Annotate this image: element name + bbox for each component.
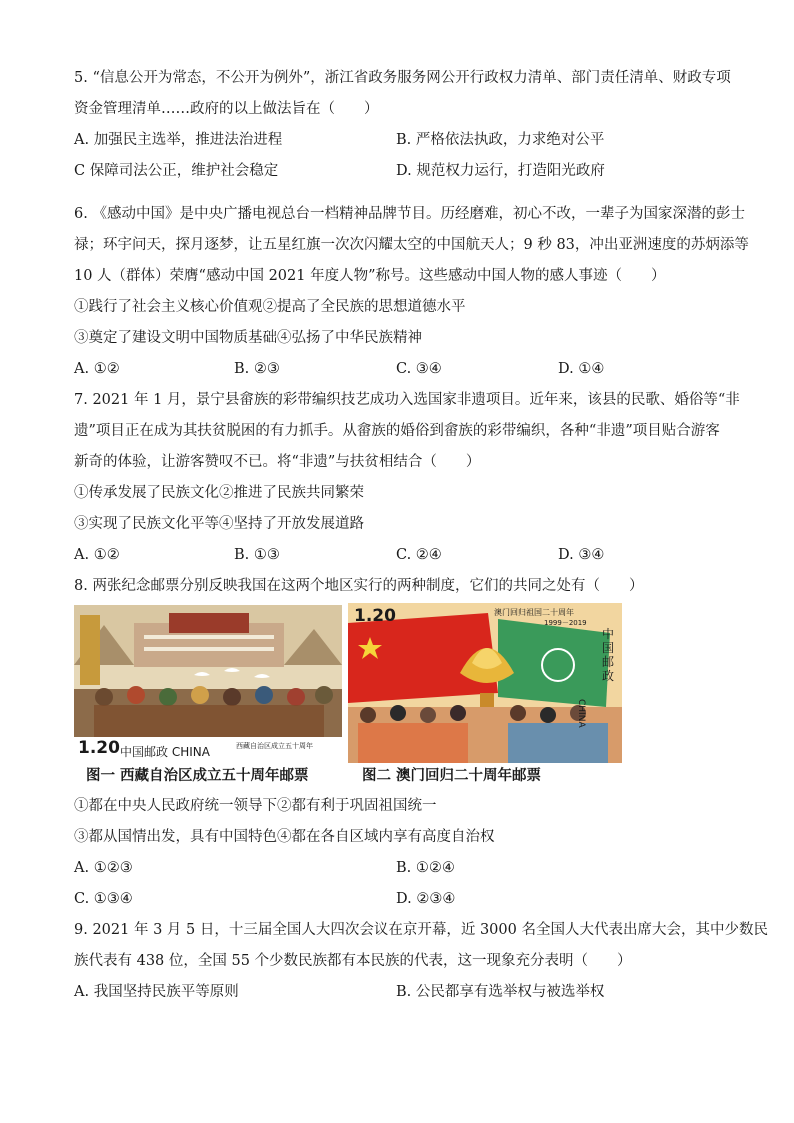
- q5-stem-line1: 5. “信息公开为常态，不公开为例外”，浙江省政务服务网公开行政权力清单、部门责任清单、财政专项: [74, 70, 731, 86]
- q9-stem-line1: 9. 2021 年 3 月 5 日，十三届全国人大四次会议在京开幕，近 3000 名全国人大代表出席大会，其中少数民: [74, 922, 768, 938]
- tibet-stamp-post: 中国邮政 CHINA: [120, 745, 210, 759]
- q7-option-c[interactable]: C. ②④: [396, 547, 442, 563]
- q6-statement-line2: ③奠定了建设文明中国物质基础④弘扬了中华民族精神: [74, 330, 422, 346]
- q5-option-d[interactable]: D. 规范权力运行，打造阳光政府: [396, 163, 605, 179]
- q7-stem-line2: 遗”项目正在成为其扶贫脱困的有力抓手。从畲族的婚俗到畲族的彩带编织，各种“非遗”项目贴合游客: [74, 423, 720, 439]
- q8-option-a[interactable]: A. ①②③: [74, 860, 133, 876]
- q9-option-a[interactable]: A. 我国坚持民族平等原则: [74, 984, 239, 1000]
- q6-option-c[interactable]: C. ③④: [396, 361, 442, 377]
- q7-option-d[interactable]: D. ③④: [558, 547, 605, 563]
- q7-option-a[interactable]: A. ①②: [74, 547, 120, 563]
- q8-option-b[interactable]: B. ①②④: [396, 860, 455, 876]
- q6-option-b[interactable]: B. ②③: [234, 361, 280, 377]
- tibet-stamp-title: 西藏自治区成立五十周年: [236, 742, 313, 750]
- macau-stamp-post-cn: 中国邮政: [602, 627, 615, 683]
- tibet-stamp-image: [74, 605, 342, 763]
- macau-stamp-years: 1999－2019: [544, 619, 587, 627]
- q9-stem-line2: 族代表有 438 位，全国 55 个少数民族都有本民族的代表，这一现象充分表明（ ）: [74, 953, 632, 969]
- q6-option-a[interactable]: A. ①②: [74, 361, 120, 377]
- macau-stamp-title: 澳门回归祖国二十周年: [494, 608, 574, 617]
- q8-option-d[interactable]: D. ②③④: [396, 891, 456, 907]
- q6-statement-line1: ①践行了社会主义核心价值观②提高了全民族的思想道德水平: [74, 299, 466, 315]
- q5-option-c[interactable]: C 保障司法公正，维护社会稳定: [74, 163, 279, 179]
- tibet-stamp-price: 1.20: [78, 738, 120, 758]
- q7-stem-line1: 7. 2021 年 1 月，景宁县畲族的彩带编织技艺成功入选国家非遗项目。近年来，该县的民歌、婚俗等“非: [74, 392, 740, 408]
- q5-option-b[interactable]: B. 严格依法执政，力求绝对公平: [396, 132, 605, 148]
- q7-statement-line1: ①传承发展了民族文化②推进了民族共同繁荣: [74, 485, 364, 501]
- q5-stem-line2: 资金管理清单……政府的以上做法旨在（ ）: [74, 101, 379, 117]
- q6-stem-line1: 6. 《感动中国》是中央广播电视总台一档精神品牌节目。历经磨难，初心不改，一辈子为国家深潜的彭士: [74, 206, 745, 222]
- macau-stamp-price: 1.20: [354, 606, 396, 626]
- q9-option-b[interactable]: B. 公民都享有选举权与被选举权: [396, 984, 605, 1000]
- q7-statement-line2: ③实现了民族文化平等④坚持了开放发展道路: [74, 516, 364, 532]
- q8-statement-line2: ③都从国情出发，具有中国特色④都在各自区域内享有高度自治权: [74, 829, 495, 845]
- macau-stamp-image: [348, 603, 622, 763]
- macau-stamp-caption: 图二 澳门回归二十周年邮票: [362, 767, 542, 784]
- q8-option-c[interactable]: C. ①③④: [74, 891, 133, 907]
- q8-stem-line1: 8. 两张纪念邮票分别反映我国在这两个地区实行的两种制度，它们的共同之处有（ ）: [74, 578, 644, 594]
- q7-stem-line3: 新奇的体验，让游客赞叹不已。将“非遗”与扶贫相结合（ ）: [74, 454, 481, 470]
- q6-stem-line2: 禄；环宇问天，探月逐梦，让五星红旗一次次闪耀太空的中国航天人；9 秒 83，冲出亚洲速度的苏炳添等: [74, 237, 749, 253]
- macau-stamp-post-en: CHINA: [576, 699, 586, 728]
- q5-option-a[interactable]: A. 加强民主选举，推进法治进程: [74, 132, 283, 148]
- q6-stem-line3: 10 人（群体）荣膺“感动中国 2021 年度人物”称号。这些感动中国人物的感人事迹（ ）: [74, 268, 666, 284]
- q7-option-b[interactable]: B. ①③: [234, 547, 280, 563]
- q8-statement-line1: ①都在中央人民政府统一领导下②都有利于巩固祖国统一: [74, 798, 437, 814]
- tibet-stamp-caption: 图一 西藏自治区成立五十周年邮票: [86, 767, 309, 784]
- q6-option-d[interactable]: D. ①④: [558, 361, 605, 377]
